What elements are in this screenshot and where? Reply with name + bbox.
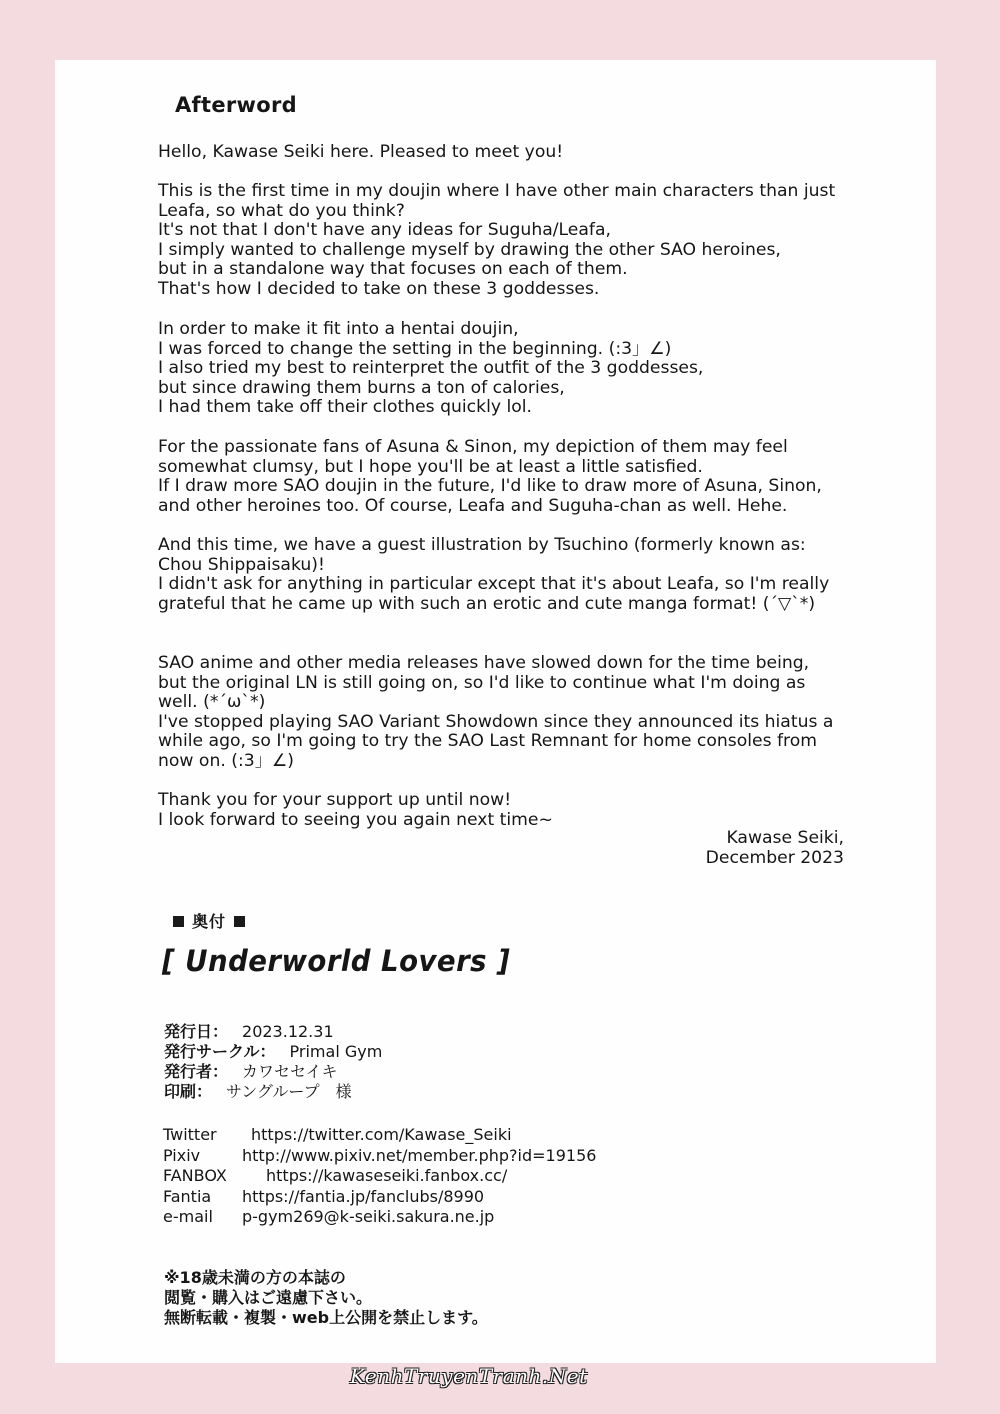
info-label: 印刷： bbox=[164, 1082, 213, 1101]
link-row-email bbox=[163, 1207, 596, 1228]
link-url: http://www.pixiv.net/member.php?id=19156 bbox=[242, 1145, 597, 1165]
book-title: [ Underworld Lovers ] bbox=[162, 944, 511, 978]
afterword-paragraph: Thank you for your support up until now! I look forward to seeing you again next time~ bbox=[158, 790, 553, 830]
info-row bbox=[164, 1042, 382, 1062]
info-value: Primal Gym bbox=[289, 1042, 383, 1061]
link-url: p-gym269@k-seiki.sakura.ne.jp bbox=[242, 1207, 495, 1226]
colophon-heading bbox=[165, 909, 253, 932]
link-label: Twitter bbox=[163, 1125, 217, 1144]
afterword-paragraph: And this time, we have a guest illustration by Tsuchino (formerly known as: Chou Shippaisaku)! I didn't ask for anything in particular except that it's about Leafa, so I'm really grateful that he came up with such an erotic and cute manga format! (´▽`*) bbox=[158, 535, 830, 614]
link-row-fantia bbox=[163, 1187, 596, 1208]
afterword-heading: Afterword bbox=[175, 93, 297, 117]
info-row bbox=[164, 1062, 382, 1082]
link-row-fanbox bbox=[163, 1166, 596, 1187]
contact-links bbox=[163, 1125, 596, 1228]
link-label: e-mail bbox=[163, 1207, 213, 1226]
publication-info bbox=[164, 1022, 382, 1102]
link-label: FANBOX bbox=[163, 1166, 227, 1185]
info-value: 2023.12.31 bbox=[242, 1022, 334, 1041]
watermark: KenhTruyenTranh.Net bbox=[350, 1364, 588, 1388]
afterword-signature: Kawase Seiki, December 2023 bbox=[705, 828, 844, 868]
afterword-paragraph: SAO anime and other media releases have slowed down for the time being, but the original LN is still going on, so I'd like to continue what I'm doing as well. (*´ω`*) I've stopped playing SAO Variant Showdown since they announced its hiatus a while ago, so I'm going to try the SAO Last Remnant for home consoles from now on. (:3」∠) bbox=[158, 653, 834, 771]
link-label: Fantia bbox=[163, 1186, 212, 1206]
afterword-paragraph: For the passionate fans of Asuna & Sinon, my depiction of them may feel somewhat clumsy, but I hope you'll be at least a little satisfied. If I draw more SAO doujin in the future, I'd like to draw more of Asuna, Sinon, and other heroines too. Of course, Leafa and Suguha-chan as well. Hehe. bbox=[158, 437, 822, 516]
info-row bbox=[164, 1022, 382, 1042]
link-url: https://fantia.jp/fanclubs/8990 bbox=[242, 1186, 485, 1206]
link-url: https://twitter.com/Kawase_Seiki bbox=[251, 1125, 512, 1144]
link-row-pixiv bbox=[163, 1146, 596, 1167]
info-label: 発行日： bbox=[164, 1022, 229, 1041]
link-row-twitter bbox=[163, 1125, 596, 1146]
age-restriction-notice: ※18歳未満の方の本誌の 閲覧・購入はご遠慮下さい。 無断転載・複製・web上公開を禁止します。 bbox=[164, 1268, 488, 1327]
link-url: https://kawaseseiki.fanbox.cc/ bbox=[266, 1166, 508, 1185]
colophon-heading-label: 奥付 bbox=[192, 912, 227, 931]
afterword-paragraph: Hello, Kawase Seiki here. Pleased to meet you! bbox=[158, 142, 564, 162]
afterword-paragraph: In order to make it fit into a hentai doujin, I was forced to change the setting in the beginning. (:3」∠) I also tried my best to reinterpret the outfit of the 3 goddesses, but since drawing them burns a ton of calories, I had them take off their clothes quickly lol. bbox=[158, 319, 704, 418]
afterword-paragraph: This is the first time in my doujin where I have other main characters than just Leafa, so what do you think? It's not that I don't have any ideas for Suguha/Leafa, I simply wanted to challenge myself by drawing the other SAO heroines, but in a standalone way that focuses on each of them. That's how I decided to take on these 3 goddesses. bbox=[158, 181, 836, 299]
square-bullet-icon bbox=[234, 916, 245, 927]
link-label: Pixiv bbox=[163, 1145, 201, 1165]
info-value: カワセセイキ bbox=[242, 1062, 338, 1081]
info-label: 発行サークル： bbox=[164, 1042, 276, 1061]
info-label: 発行者： bbox=[164, 1062, 229, 1081]
info-value: サングループ 様 bbox=[226, 1082, 352, 1101]
square-bullet-icon bbox=[173, 916, 184, 927]
info-row bbox=[164, 1082, 382, 1102]
